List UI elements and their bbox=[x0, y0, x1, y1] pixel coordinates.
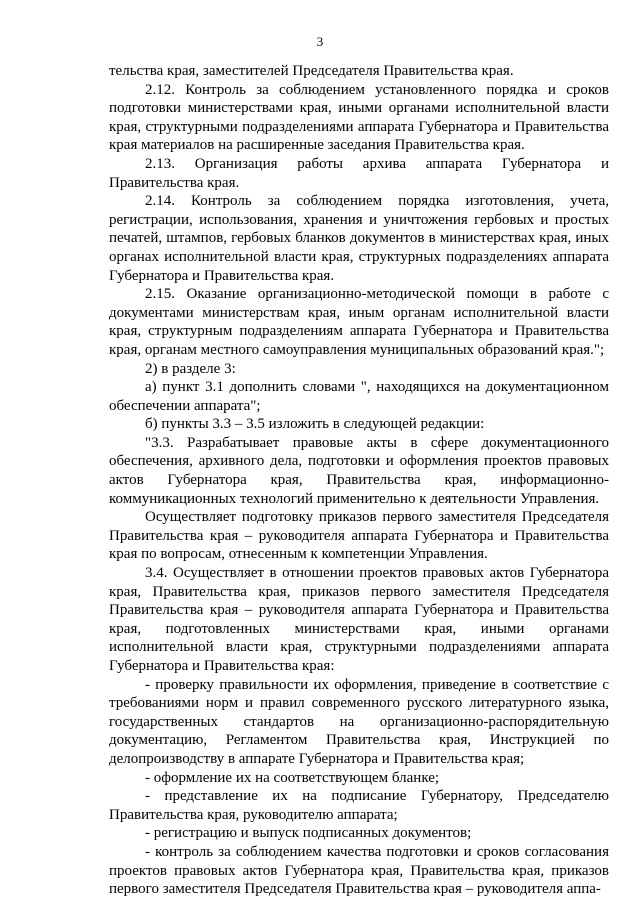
paragraph-3-3: "3.3. Разрабатывает правовые акты в сфере документационного обеспечения, архивного дела, подготовки и оформления проектов правовых актов Губернатора края, Правительства края, информационно-коммуникационных технологий применительно к деятельности Управления. bbox=[109, 434, 609, 507]
paragraph-2-14: 2.14. Контроль за соблюдением порядка изготовления, учета, регистрации, использования, хранения и уничтожения гербовых и простых печатей, штампов, гербовых бланков документов в министерствах края, иных органах исполнительной власти края, структурных подразделениях аппарата Губернатора и Правительства края. bbox=[109, 193, 609, 284]
list-item-quality-control: - контроль за соблюдением качества подготовки и сроков согласования проектов правовых актов Губернатора края, Правительства края, приказов первого заместителя Председателя Правительства края – руководителя аппа- bbox=[109, 843, 609, 898]
paragraph-3-4: 3.4. Осуществляет в отношении проектов правовых актов Губернатора края, Правительства края, приказов первого заместителя Председателя Правительства края – руководителя аппарата Губернатора и Правительства края, подготовленных министерствами края, иными органами исполнительной власти края, структурными подразделениями аппарата Губернатора и Правительства края: bbox=[109, 565, 609, 674]
list-item-verification: - проверку правильности их оформления, приведение в соответствие с требованиями норм и правил современного русского литературного языка, государственных стандартов на организационно-распорядительную документацию, Регламентом Правительства края, Инструкцией по делопроизводству в аппарате Губернатора и Правительства края; bbox=[109, 676, 609, 767]
paragraph-3-3-orders: Осуществляет подготовку приказов первого заместителя Председателя Правительства края – руководителя аппарата Губернатора и Правительства края по вопросам, отнесенным к компетенции Управления. bbox=[109, 509, 609, 563]
list-item-formatting: - оформление их на соответствующем бланке; bbox=[145, 769, 440, 786]
list-item-registration: - регистрацию и выпуск подписанных документов; bbox=[145, 825, 472, 842]
paragraph-2-13: 2.13. Организация работы архива аппарата Губернатора и Правительства края. bbox=[109, 155, 609, 191]
document-body bbox=[109, 62, 609, 899]
paragraph-section-3: 2) в разделе 3: bbox=[145, 360, 236, 377]
page-number: 3 bbox=[316, 34, 324, 49]
paragraph-item-a: а) пункт 3.1 дополнить словами ", находящихся на документационном обеспечении аппарата"; bbox=[109, 379, 609, 414]
list-item-submission: - представление их на подписание Губернатору, Председателю Правительства края, руководителю аппарата; bbox=[109, 788, 609, 823]
paragraph-continuation: тельства края, заместителей Председателя Правительства края. bbox=[109, 63, 514, 79]
paragraph-item-b: б) пункты 3.3 – 3.5 изложить в следующей редакции: bbox=[145, 416, 485, 433]
paragraph-2-15: 2.15. Оказание организационно-методической помощи в работе с документами министерствам края, иным органам исполнительной власти края, структурным подразделениям аппарата Губернатора и Правительства края, органам местного самоуправления муниципальных образований края."; bbox=[109, 286, 609, 358]
paragraph-2-12: 2.12. Контроль за соблюдением установленного порядка и сроков подготовки министерствами края, иными органами исполнительной власти края, структурными подразделениями аппарата Губернатора и Правительства края материалов на расширенные заседания Правительства края. bbox=[109, 81, 609, 154]
